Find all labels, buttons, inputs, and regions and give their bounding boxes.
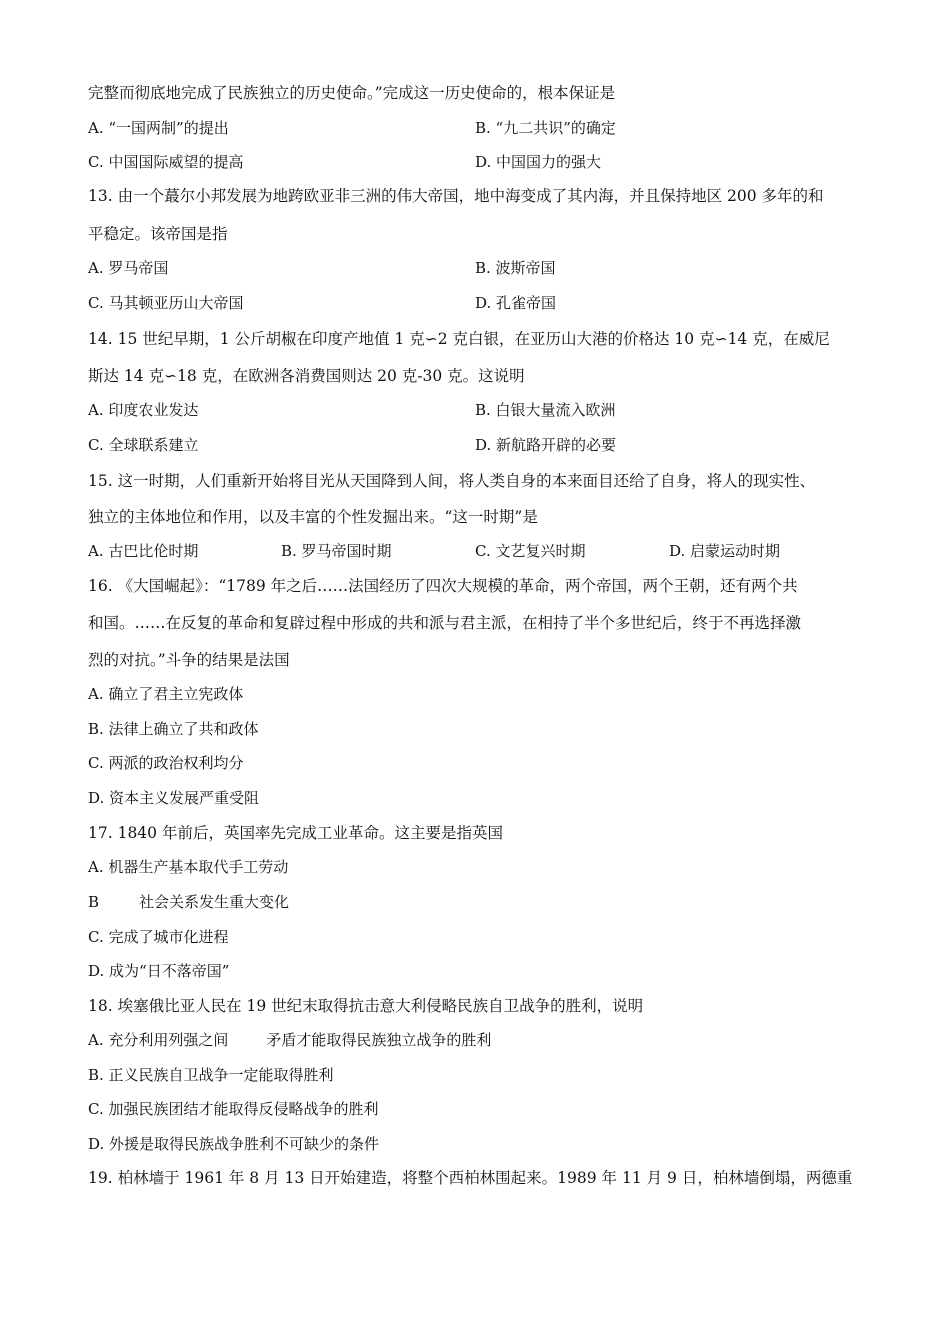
q17-option-c: C. 完成了城市化进程 bbox=[88, 928, 229, 946]
q18-option-d: D. 外援是取得民族战争胜利不可缺少的条件 bbox=[88, 1135, 380, 1153]
q18-option-b: B. 正义民族自卫战争一定能取得胜利 bbox=[88, 1066, 334, 1084]
question-16-text-cont2: 烈的对抗。”斗争的结果是法国 bbox=[88, 651, 290, 669]
option-d: D. 中国国力的强大 bbox=[475, 153, 602, 171]
option-a: A. “一国两制”的提出 bbox=[88, 119, 229, 137]
q17-option-b-label: B bbox=[88, 893, 100, 911]
question-17-text: 17. 1840 年前后，英国率先完成工业革命。这主要是指英国 bbox=[88, 824, 503, 842]
q13-option-b: B. 波斯帝国 bbox=[475, 259, 556, 277]
q14-option-a: A. 印度农业发达 bbox=[88, 401, 199, 419]
q13-option-d: D. 孔雀帝国 bbox=[475, 294, 557, 312]
q15-option-a: A. 古巴比伦时期 bbox=[88, 542, 199, 560]
question-16-text: 16. 《大国崛起》：“1789 年之后……法国经历了四次大规模的革命，两个帝国，两个王朝，还有两个共 bbox=[88, 577, 798, 595]
q16-option-d: D. 资本主义发展严重受阻 bbox=[88, 789, 260, 807]
q14-option-c: C. 全球联系建立 bbox=[88, 436, 199, 454]
question-13-text-cont: 平稳定。该帝国是指 bbox=[88, 225, 228, 243]
q14-option-d: D. 新航路开辟的必要 bbox=[475, 436, 617, 454]
question-14-text: 14. 15 世纪早期，1 公斤胡椒在印度产地值 1 克∽2 克白银，在亚历山大港的价格达 10 克∽14 克，在威尼 bbox=[88, 330, 830, 348]
q16-option-c: C. 两派的政治权利均分 bbox=[88, 754, 244, 772]
q14-option-b: B. 白银大量流入欧洲 bbox=[475, 401, 616, 419]
q15-option-c: C. 文艺复兴时期 bbox=[475, 542, 586, 560]
question-16-text-cont: 和国。……在反复的革命和复辟过程中形成的共和派与君主派，在相持了半个多世纪后，终于不再选择激 bbox=[88, 614, 802, 632]
q18-option-a-part1: A. 充分利用列强之间 bbox=[88, 1031, 229, 1049]
question-18-text: 18. 埃塞俄比亚人民在 19 世纪末取得抗击意大利侵略民族自卫战争的胜利，说明 bbox=[88, 997, 644, 1015]
question-text: 完整而彻底地完成了民族独立的历史使命。”完成这一历史使命的，根本保证是 bbox=[88, 84, 616, 102]
option-c: C. 中国国际威望的提高 bbox=[88, 153, 244, 171]
q18-option-a-part2: 矛盾才能取得民族独立战争的胜利 bbox=[266, 1031, 492, 1049]
q15-option-d: D. 启蒙运动时期 bbox=[669, 542, 781, 560]
q16-option-a: A. 确立了君主立宪政体 bbox=[88, 685, 244, 703]
q18-option-a bbox=[88, 1030, 878, 1050]
q17-option-a: A. 机器生产基本取代手工劳动 bbox=[88, 858, 289, 876]
q18-option-c: C. 加强民族团结才能取得反侵略战争的胜利 bbox=[88, 1100, 379, 1118]
option-b: B. “九二共识”的确定 bbox=[475, 119, 616, 137]
question-15-text-cont: 独立的主体地位和作用，以及丰富的个性发掘出来。“这一时期”是 bbox=[88, 508, 538, 526]
q15-option-b: B. 罗马帝国时期 bbox=[281, 542, 392, 560]
question-14-text-cont: 斯达 14 克∽18 克，在欧洲各消费国则达 20 克-30 克。这说明 bbox=[88, 367, 525, 385]
q13-option-c: C. 马其顿亚历山大帝国 bbox=[88, 294, 244, 312]
q13-option-a: A. 罗马帝国 bbox=[88, 259, 169, 277]
q17-option-d: D. 成为“日不落帝国” bbox=[88, 962, 230, 980]
question-13-text: 13. 由一个蕞尔小邦发展为地跨欧亚非三洲的伟大帝国，地中海变成了其内海，并且保持地区 200 多年的和 bbox=[88, 187, 824, 205]
q17-option-b bbox=[88, 892, 878, 912]
q17-option-b-text: 社会关系发生重大变化 bbox=[139, 893, 290, 911]
q16-option-b: B. 法律上确立了共和政体 bbox=[88, 720, 259, 738]
question-19-text: 19. 柏林墙于 1961 年 8 月 13 日开始建造，将整个西柏林围起来。1989 年 11 月 9 日，柏林墙倒塌，两德重 bbox=[88, 1169, 853, 1187]
question-15-text: 15. 这一时期，人们重新开始将目光从天国降到人间，将人类自身的本来面目还给了自身，将人的现实性、 bbox=[88, 472, 816, 490]
